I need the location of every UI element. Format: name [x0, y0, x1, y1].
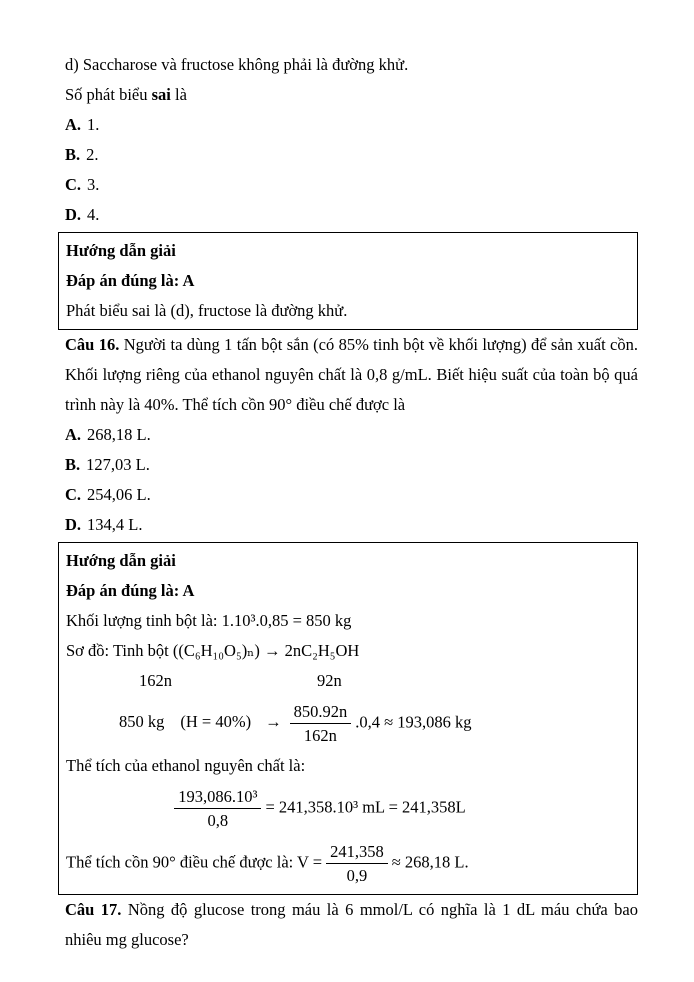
- final-result: ≈ 268,18 L.: [391, 852, 469, 872]
- option-row-c: [58, 170, 638, 200]
- starch-mass-line: Khối lượng tinh bột là: 1.10³.0,85 = 850 kg: [66, 611, 352, 630]
- option-text: 254,06 L.: [87, 485, 151, 504]
- solution-box-15: [58, 232, 638, 330]
- molar-mass-line: [66, 666, 630, 696]
- prompt-bold-word: sai: [151, 85, 171, 104]
- fraction-denominator: 0,9: [346, 866, 368, 885]
- fraction-denominator: 0,8: [207, 811, 229, 830]
- fraction-numerator: 193,086.10³: [174, 786, 261, 809]
- final-volume-line: [66, 836, 630, 891]
- option-row-c: [58, 480, 638, 510]
- option-letter: D.: [65, 205, 82, 224]
- option-letter: B.: [65, 455, 81, 474]
- question-17-label: Câu 17.: [65, 900, 122, 919]
- question-16-label: Câu 16.: [65, 335, 120, 354]
- fraction: [290, 701, 352, 746]
- option-text: 134,4 L.: [87, 515, 143, 534]
- yield-result: .0,4 ≈ 193,086 kg: [355, 712, 472, 732]
- reaction-scheme-line: Sơ đồ: Tinh bột ((C₆H₁₀O₅)ₙ) → 2nC₂H₅OH: [66, 641, 360, 660]
- fraction-numerator: 850.92n: [290, 701, 352, 724]
- question-17-text: Nồng độ glucose trong máu là 6 mmol/L có nghĩa là 1 dL máu chứa bao nhiêu mg glucose?: [65, 900, 638, 949]
- solution-answer: Đáp án đúng là: A: [66, 271, 195, 290]
- option-letter: B.: [65, 145, 81, 164]
- option-row-b: [58, 140, 638, 170]
- option-row-d: [58, 510, 638, 540]
- option-text: 127,03 L.: [86, 455, 150, 474]
- option-text: 3.: [87, 175, 100, 194]
- option-row-a: [58, 420, 638, 450]
- fraction: [326, 841, 388, 886]
- yield-condition: (H = 40%): [180, 712, 252, 732]
- option-letter: C.: [65, 175, 82, 194]
- option-letter: A.: [65, 115, 82, 134]
- fraction-numerator: 241,358: [326, 841, 388, 864]
- option-letter: C.: [65, 485, 82, 504]
- question-16: [58, 330, 638, 420]
- solution-title: Hướng dẫn giải: [66, 551, 176, 570]
- option-letter: D.: [65, 515, 82, 534]
- solution-answer: Đáp án đúng là: A: [66, 581, 195, 600]
- arrow-right-icon: →: [265, 712, 282, 732]
- yield-calc-line: [66, 696, 630, 751]
- option-row-b: [58, 450, 638, 480]
- molar-mass-ethanol: 92n: [317, 671, 342, 690]
- solution-body: Phát biểu sai là (d), fructose là đường khử.: [66, 301, 348, 320]
- option-text: 4.: [87, 205, 100, 224]
- starch-amount: 850 kg: [119, 712, 165, 732]
- molar-mass-starch: 162n: [139, 671, 172, 690]
- statement-d: [58, 50, 638, 80]
- option-text: 1.: [87, 115, 100, 134]
- question-17: [58, 895, 638, 955]
- fraction-denominator: 162n: [303, 726, 337, 745]
- solution-box-16: [58, 542, 638, 895]
- solution-title: Hướng dẫn giải: [66, 241, 176, 260]
- prompt-suffix: là: [170, 85, 187, 104]
- volume-intro-line: Thể tích của ethanol nguyên chất là:: [66, 756, 306, 775]
- option-letter: A.: [65, 425, 82, 444]
- question-prompt: [58, 80, 638, 110]
- final-prefix: Thể tích cồn 90° điều chế được là: V =: [66, 852, 323, 872]
- volume-calc-line: [66, 781, 630, 836]
- option-row-d: [58, 200, 638, 230]
- statement-d-text: d) Saccharose và fructose không phải là đường khử.: [65, 55, 409, 74]
- option-row-a: [58, 110, 638, 140]
- question-16-text: Người ta dùng 1 tấn bột sắn (có 85% tinh bột về khối lượng) để sản xuất cồn. Khối lượng riêng của ethanol nguyên chất là 0,8 g/mL. Biết hiệu suất của toàn bộ quá trình này là 40%. Thể tích cồn 90° điều chế được là: [65, 335, 638, 414]
- fraction: [174, 786, 261, 831]
- volume-result: = 241,358.10³ mL = 241,358L: [265, 797, 466, 817]
- prompt-prefix: Số phát biểu: [65, 85, 152, 104]
- option-text: 268,18 L.: [87, 425, 151, 444]
- option-text: 2.: [86, 145, 99, 164]
